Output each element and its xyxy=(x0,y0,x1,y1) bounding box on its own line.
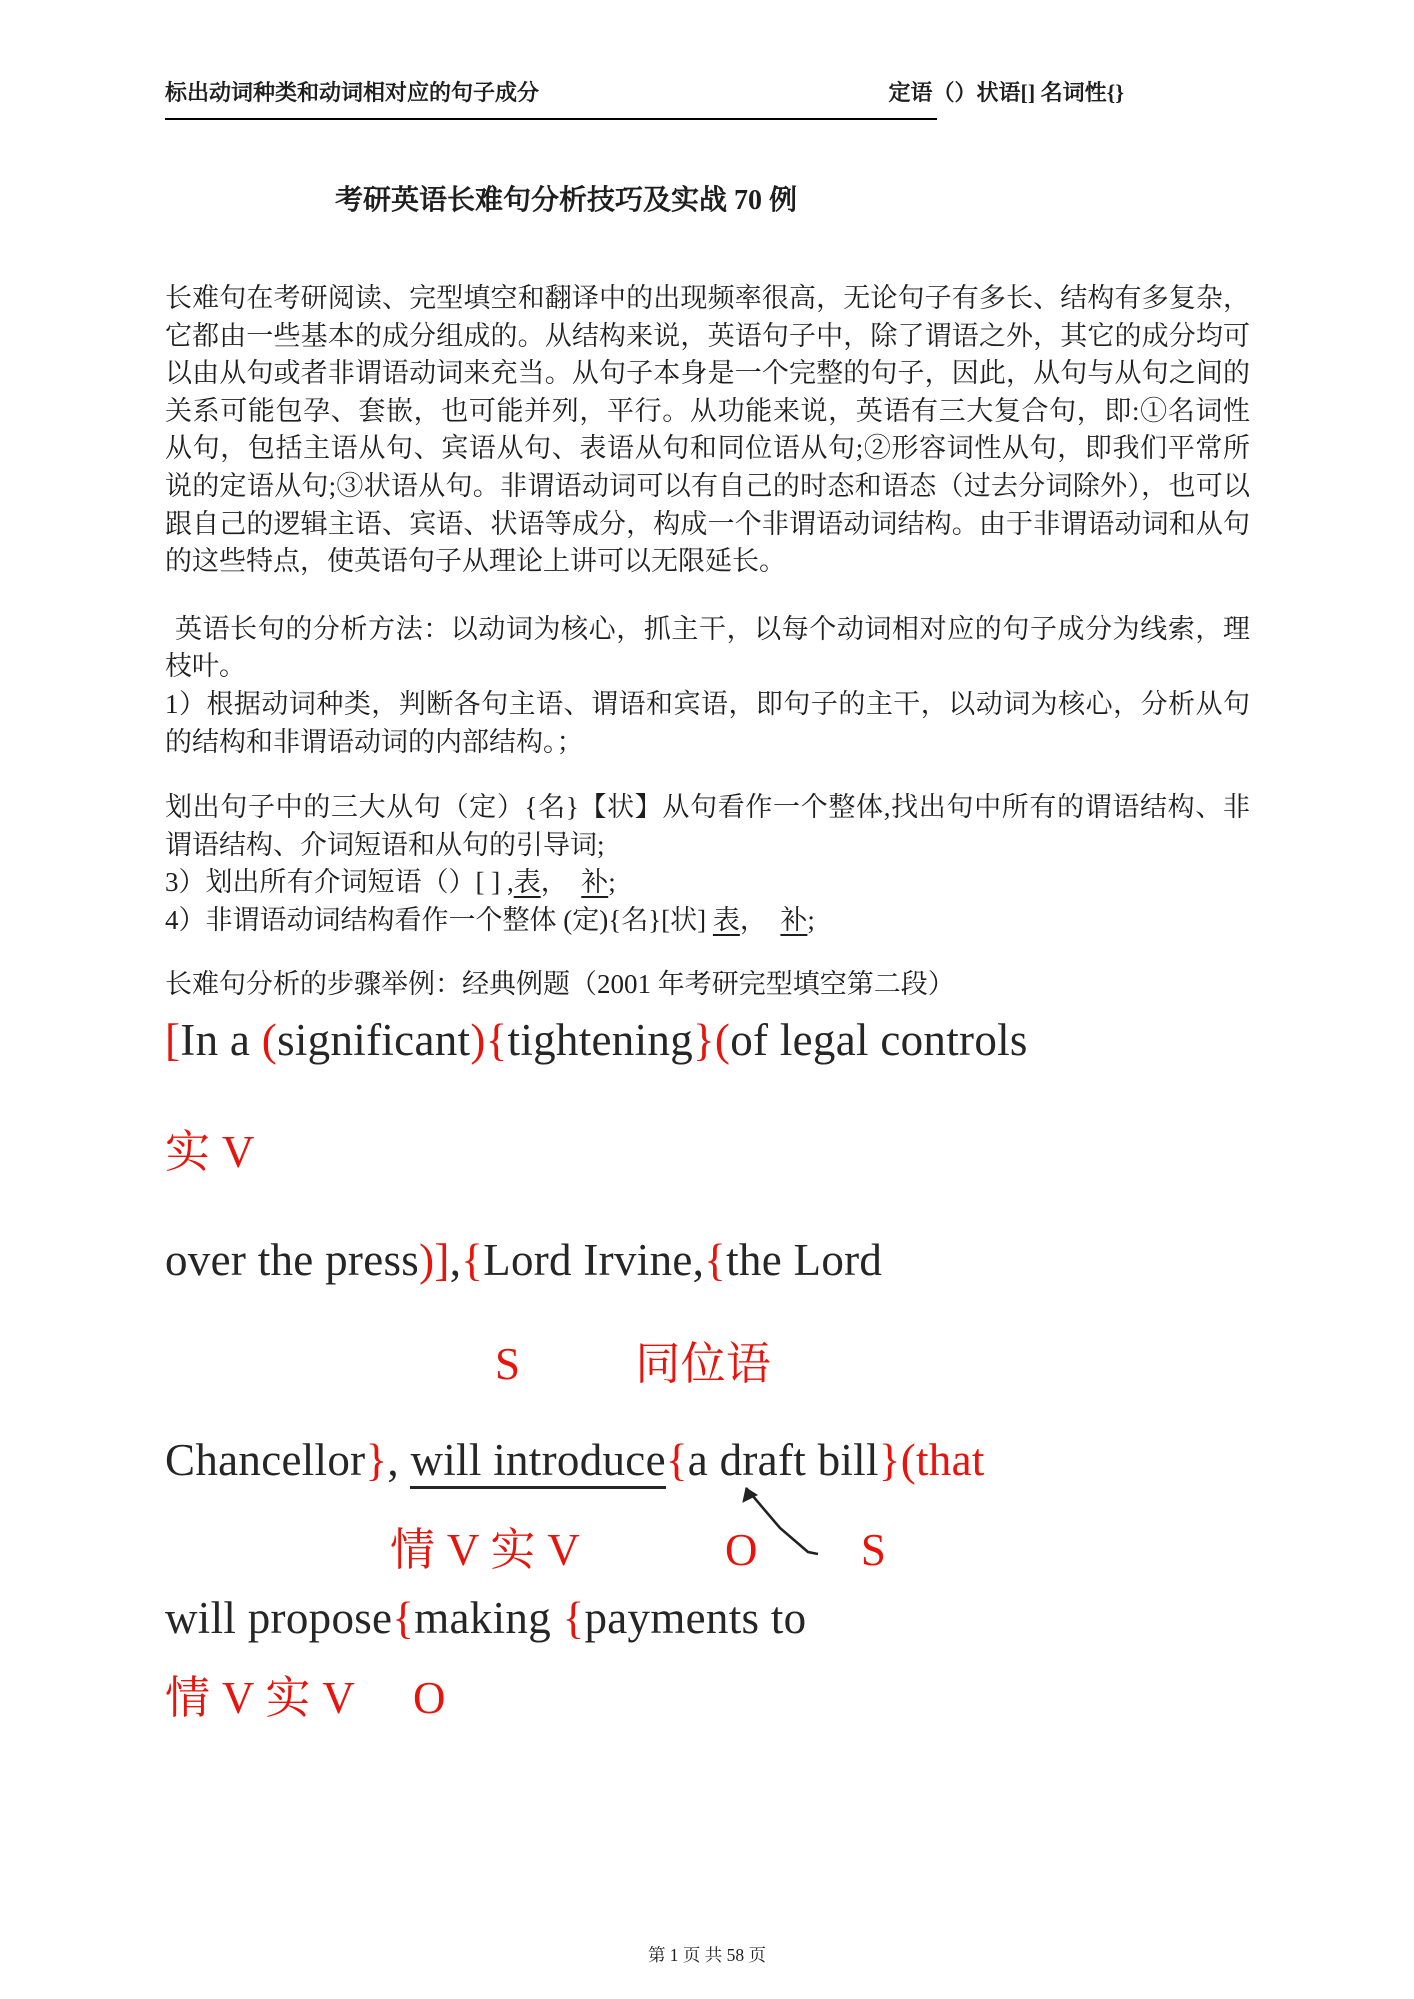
page-number: 第 1 页 共 58 页 xyxy=(647,1945,767,1965)
item-text: ; xyxy=(608,867,616,898)
complement-label: 补 xyxy=(581,867,609,898)
header-left-text: 标出动词种类和动词相对应的句子成分 xyxy=(165,80,540,105)
bracket-mark: )] xyxy=(419,1235,450,1286)
verb-object-subject-annotation xyxy=(165,1519,1250,1581)
page-header xyxy=(165,80,1250,106)
brace-mark: { xyxy=(704,1235,727,1286)
apposition-label: 同位语 xyxy=(635,1339,772,1390)
verb-object-annotation xyxy=(165,1667,1250,1729)
brace-mark: { xyxy=(461,1235,484,1286)
item-text: 3）划出所有介词短语（）[ ] , xyxy=(165,867,514,898)
sentence-text: the Lord xyxy=(726,1235,883,1286)
header-right-text: 定语（）状语[] 名词性{} xyxy=(888,80,1124,105)
item-text: ; xyxy=(807,904,815,935)
sentence-text: over the press xyxy=(165,1235,420,1286)
page-title: 考研英语长难句分析技巧及实战 70 例 xyxy=(335,185,798,216)
sentence-text: , xyxy=(387,1435,411,1486)
object-label: O xyxy=(725,1525,758,1576)
modal-verb-label: 情 V 实 V xyxy=(165,1673,356,1724)
relative-pronoun-text: (that xyxy=(900,1435,985,1486)
verb-annotation-shi-v: 实 V xyxy=(165,1127,255,1178)
clause-marking-paragraph: 划出句子中的三大从句（定）{名}【状】从句看作一个整体,找出句中所有的谓语结构、非谓语结构、介词短语和从句的引导词; xyxy=(165,792,1250,860)
subject-apposition-annotation xyxy=(165,1333,1250,1395)
analysis-method-paragraph: 英语长句的分析方法：以动词为核心，抓主干，以每个动词相对应的句子成分为线索，理枝叶。 xyxy=(165,613,1250,682)
sentence-text: tightening xyxy=(507,1015,694,1066)
sentence-text: , xyxy=(449,1235,462,1286)
reference-arrow-icon xyxy=(732,1476,824,1560)
sentence-text: a draft bill xyxy=(687,1435,879,1486)
bracket-mark: [ xyxy=(165,1015,181,1066)
object-label: O xyxy=(413,1673,446,1724)
complement-label: 补 xyxy=(780,904,808,935)
predicate-underlined-text: will introduce xyxy=(410,1435,665,1489)
sentence-text: significant xyxy=(277,1015,471,1066)
item-text: ， xyxy=(540,867,582,898)
sentence-line-4 xyxy=(165,1587,1250,1649)
step-4-item xyxy=(165,902,1250,940)
sentence-text: payments to xyxy=(584,1593,807,1644)
brace-mark: { xyxy=(392,1593,415,1644)
item-text: ， xyxy=(739,904,781,935)
step-3-item xyxy=(165,864,1250,902)
sentence-text: of legal controls xyxy=(730,1015,1028,1066)
sentence-text: Lord Irvine, xyxy=(483,1235,705,1286)
sentence-text: will propose xyxy=(165,1593,393,1644)
header-divider xyxy=(165,118,937,120)
sentence-text: In a xyxy=(180,1015,262,1066)
intro-paragraph: 长难句在考研阅读、完型填空和翻译中的出现频率很高，无论句子有多长、结构有多复杂，它都由一些基本的成分组成的。从结构来说，英语句子中，除了谓语之外，其它的成分均可以由从句或者非谓语动词来充当。从句子本身是一个完整的句子，因此，从句与从句之间的关系可能包孕、套嵌，也可能并列，平行。从功能来说，英语有三大复合句，即:①名词性从句，包括主语从句、宾语从句、表语从句和同位语从句;②形容词性从句，即我们平常所说的定语从句;③状语从句。非谓语动词可以有自己的时态和语态（过去分词除外），也可以跟自己的逻辑主语、宾语、状语等成分，构成一个非谓语动词结构。由于非谓语动词和从句的这些特点，使英语句子从理论上讲可以无限延长。 xyxy=(165,283,1250,577)
bracket-mark: ( xyxy=(261,1015,278,1066)
brace-mark: { xyxy=(562,1593,585,1644)
sentence-line-2 xyxy=(165,1229,1250,1291)
brace-mark: } xyxy=(878,1435,901,1486)
sentence-line-1 xyxy=(165,1009,1250,1071)
brace-mark: { xyxy=(485,1015,508,1066)
subject-label: S xyxy=(860,1525,887,1576)
sentence-line-3 xyxy=(165,1429,1250,1491)
predicative-label: 表 xyxy=(513,867,541,898)
item-text: 4）非谓语动词结构看作一个整体 (定){名}[状] xyxy=(165,904,713,935)
subject-label: S xyxy=(495,1339,521,1390)
bracket-mark: ) xyxy=(470,1015,486,1066)
sentence-text: Chancellor xyxy=(165,1435,366,1486)
brace-mark: } xyxy=(365,1435,388,1486)
bracket-mark: ( xyxy=(714,1015,731,1066)
step-1-paragraph: 1）根据动词种类，判断各句主语、谓语和宾语，即句子的主干，以动词为核心，分析从句的结构和非谓语动词的内部结构。； xyxy=(165,688,1250,757)
sentence-text: making xyxy=(414,1593,563,1644)
brace-mark: } xyxy=(693,1015,715,1066)
example-heading: 长难句分析的步骤举例：经典例题（2001 年考研完型填空第二段） xyxy=(165,968,955,999)
modal-verb-label: 情 V 实 V xyxy=(390,1525,581,1576)
predicative-label: 表 xyxy=(712,904,740,935)
brace-mark: { xyxy=(665,1435,688,1486)
